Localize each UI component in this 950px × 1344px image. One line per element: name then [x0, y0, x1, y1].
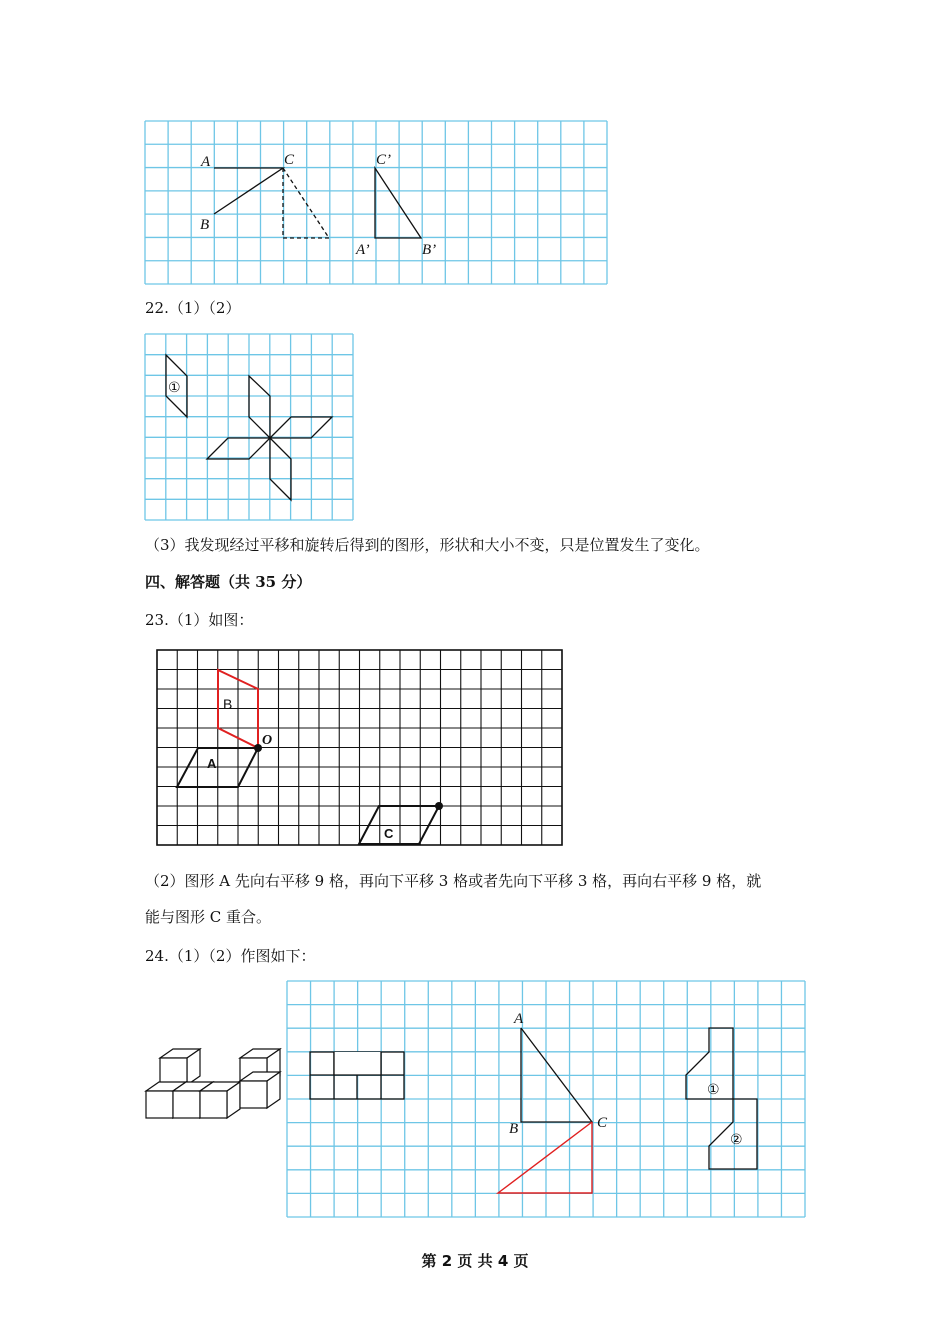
label-b: B [509, 1121, 519, 1137]
petal-up [249, 376, 270, 438]
label-b: B [200, 217, 210, 233]
q23-answer2-line2: 能与图形 C 重合。 [145, 908, 272, 926]
figure-23-grid [157, 650, 562, 845]
label-b-prime: B’ [422, 242, 437, 258]
label-o: O [262, 733, 273, 748]
label-circled-2: ② [730, 1132, 743, 1148]
figure-22-grid [145, 334, 353, 520]
label-a: A [207, 756, 217, 771]
petal-right [270, 417, 332, 438]
petal-down [270, 438, 291, 500]
figure-24-grid [287, 981, 805, 1217]
q22-answer3: （3）我发现经过平移和旋转后得到的图形，形状和大小不变，只是位置发生了变化。 [145, 536, 710, 554]
q23-heading: 23.（1）如图： [145, 611, 254, 629]
label-b: B [223, 696, 233, 712]
label-circled-1: ① [168, 380, 181, 396]
point-o [254, 744, 262, 752]
label-a: A [201, 154, 211, 170]
triangle-prime [375, 168, 421, 238]
cube-stack [144, 1040, 284, 1122]
label-a-prime: A’ [356, 242, 370, 258]
point-c-vertex [435, 802, 443, 810]
label-a: A [514, 1011, 524, 1027]
label-c: C [597, 1115, 608, 1131]
petal-left [207, 438, 270, 459]
q24-heading: 24.（1）（2）作图如下： [145, 947, 316, 965]
label-circled-1: ① [707, 1082, 720, 1098]
label-c: C [384, 826, 394, 841]
page-footer: 第 2 页 共 4 页 [421, 1252, 529, 1270]
section4-heading: 四、解答题（共 35 分） [145, 573, 312, 591]
q22-heading: 22.（1）（2） [145, 299, 241, 317]
label-c-prime: C’ [376, 152, 391, 168]
label-c: C [284, 152, 295, 168]
figure-21-grid [145, 121, 607, 284]
q23-answer2-line1: （2）图形 A 先向右平移 9 格，再向下平移 3 格或者先向下平移 3 格，再向右平移 9 格，就 [145, 872, 762, 890]
dashed-hyp [283, 168, 329, 238]
